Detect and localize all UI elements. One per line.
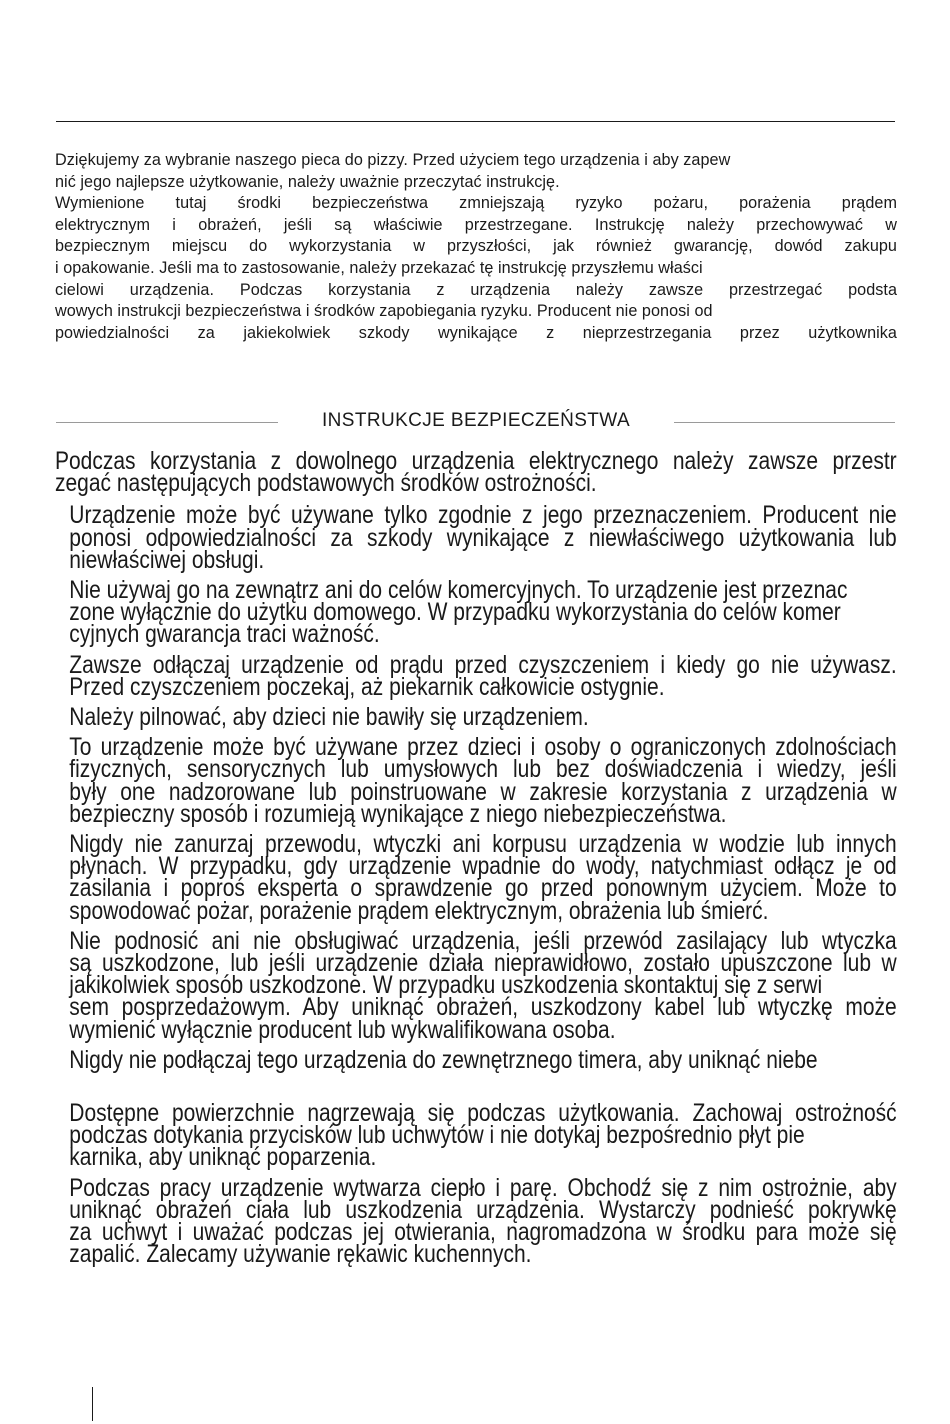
safety-line: spowodować pożar, porażenie prądem elektrycznym, obrażenia lub śmierć. [69,896,769,925]
safety-line: Należy pilnować, aby dzieci nie bawiły się urządzeniem. [69,703,589,732]
safety-item [55,703,897,732]
intro-line: i opakowanie. Jeśli ma to zastosowanie, należy przekazać tę instrukcję przyszłemu właści [55,258,703,277]
safety-line: Podczas pracy urządzenie wytwarza ciepło i parę. Obchodź się z nim ostrożnie, aby [69,1173,897,1202]
safety-line: zasilania i poproś eksperta o sprawdzenie go przed ponownym użyciem. Może to [69,874,897,903]
safety-item [55,1045,897,1074]
intro-line: wowych instrukcji bezpieczeństwa i środków zapobiegania ryzyku. Producent nie ponosi od [55,302,713,321]
safety-line: karnika, aby uniknąć poparzenia. [69,1143,377,1172]
safety-line: Nie podnosić ani nie obsługiwać urządzenia, jeśli przewód zasilający lub wtyczka [69,926,897,955]
safety-line: jakikolwiek sposób uszkodzone. W przypadku uszkodzenia skontaktuj się z serwi [69,971,823,1000]
safety-line: płynach. W przypadku, gdy urządzenie wpadnie do wody, natychmiast odłącz je od [69,852,897,881]
safety-line: Zawsze odłączaj urządzenie od prądu przed czyszczeniem i kiedy go nie używasz. [69,650,897,679]
safety-instructions [55,447,897,1274]
safety-line: Dostępne powierzchnie nagrzewają się podczas użytkowania. Zachowaj ostrożność [69,1099,897,1128]
safety-line: zone wyłącznie do użytku domowego. W przypadku wykorzystania do celów komer [69,598,841,627]
section-header [56,408,895,436]
safety-line: Urządzenie może być używane tylko zgodnie z jego przeznaczeniem. Producent nie [69,501,897,530]
safety-line: To urządzenie może być używane przez dzieci i osoby o ograniczonych zdolnościach [69,733,897,762]
safety-line: cyjnych gwarancja traci ważność. [69,620,380,649]
safety-line: fizycznych, sensorycznych lub umysłowych lub bez doświadczenia i wiedzy, jeśli [69,755,897,784]
section-rule-right [674,422,895,423]
safety-line: Podczas korzystania z dowolnego urządzenia elektrycznego należy zawsze przestr [55,447,897,475]
intro-line: elektrycznym i obrażeń, jeśli są właściwie przestrzegane. Instrukcję należy przechowywać w [55,215,897,234]
safety-item [55,650,897,701]
safety-item [55,1173,897,1269]
safety-item [55,1099,897,1172]
intro-line: cielowi urządzenia. Podczas korzystania z urządzenia należy zawsze przestrzegać podsta [55,280,897,299]
intro-line: powiedzialności za jakiekolwiek szkody wynikające z nieprzestrzegania przez użytkownika [55,323,897,342]
safety-line: zapalić. Zalecamy używanie rękawic kuchennych. [69,1240,532,1269]
safety-item [55,576,897,649]
intro-paragraph [55,150,897,344]
safety-lead [55,447,897,498]
safety-line: sem posprzedażowym. Aby uniknąć obrażeń, uszkodzony kabel lub wtyczkę może [69,993,897,1022]
safety-line: Nigdy nie zanurzaj przewodu, wtyczki ani korpusu urządzenia w wodzie lub innych [69,830,897,859]
intro-line: Wymienione tutaj środki bezpieczeństwa zmniejszają ryzyko pożaru, porażenia prądem [55,194,897,213]
safety-line: Nigdy nie podłączaj tego urządzenia do zewnętrznego timera, aby uniknąć niebe [69,1045,818,1074]
section-rule-left [56,422,278,423]
safety-item [55,733,897,828]
safety-line: były one nadzorowane lub poinstruowane w zakresie korzystania z urządzenia w [69,777,897,806]
page-marker-line [92,1387,93,1421]
safety-line: ponosi odpowiedzialności za szkody wynikające z niewłaściwego użytkowania lub [69,523,897,552]
top-divider [56,121,895,122]
safety-line: zegać następujących podstawowych środków ostrożności. [55,469,597,498]
safety-line: Nie używaj go na zewnątrz ani do celów komercyjnych. To urządzenie jest przeznac [69,576,848,605]
intro-line: bezpiecznym miejscu do wykorzystania w przyszłości, jak również gwarancję, dowód zakupu [55,237,897,256]
safety-line: za uchwyt i uważać podczas jej otwierania, nagromadzona w środku para może się [69,1218,897,1247]
safety-line: podczas dotykania przycisków lub uchwytów i nie dotykaj bezpośrednio płyt pie [69,1121,805,1150]
safety-item [55,926,897,1044]
safety-line: niewłaściwej obsługi. [69,545,265,574]
safety-item [55,501,897,574]
intro-line: Dziękujemy za wybranie naszego pieca do pizzy. Przed użyciem tego urządzenia i aby zapew [55,151,731,169]
safety-line: wymienić wyłącznie producent lub wykwalifikowana osoba. [69,1015,616,1044]
safety-line: Przed czyszczeniem poczekaj, aż piekarnik całkowicie ostygnie. [69,672,665,701]
section-title: INSTRUKCJE BEZPIECZEŃSTWA [321,410,631,431]
safety-line: bezpieczny sposób i rozumieją wynikające z niego niebezpieczeństwa. [69,799,727,828]
intro-line: nić jego najlepsze użytkowanie, należy uważnie przeczytać instrukcję. [55,172,560,191]
safety-line: uniknąć obrażeń ciała lub uszkodzenia urządzenia. Wystarczy podnieść pokrywkę [69,1195,897,1224]
safety-item [55,830,897,925]
safety-line: są uszkodzone, lub jeśli urządzenie działa nieprawidłowo, zostało upuszczone lub w [69,949,897,978]
